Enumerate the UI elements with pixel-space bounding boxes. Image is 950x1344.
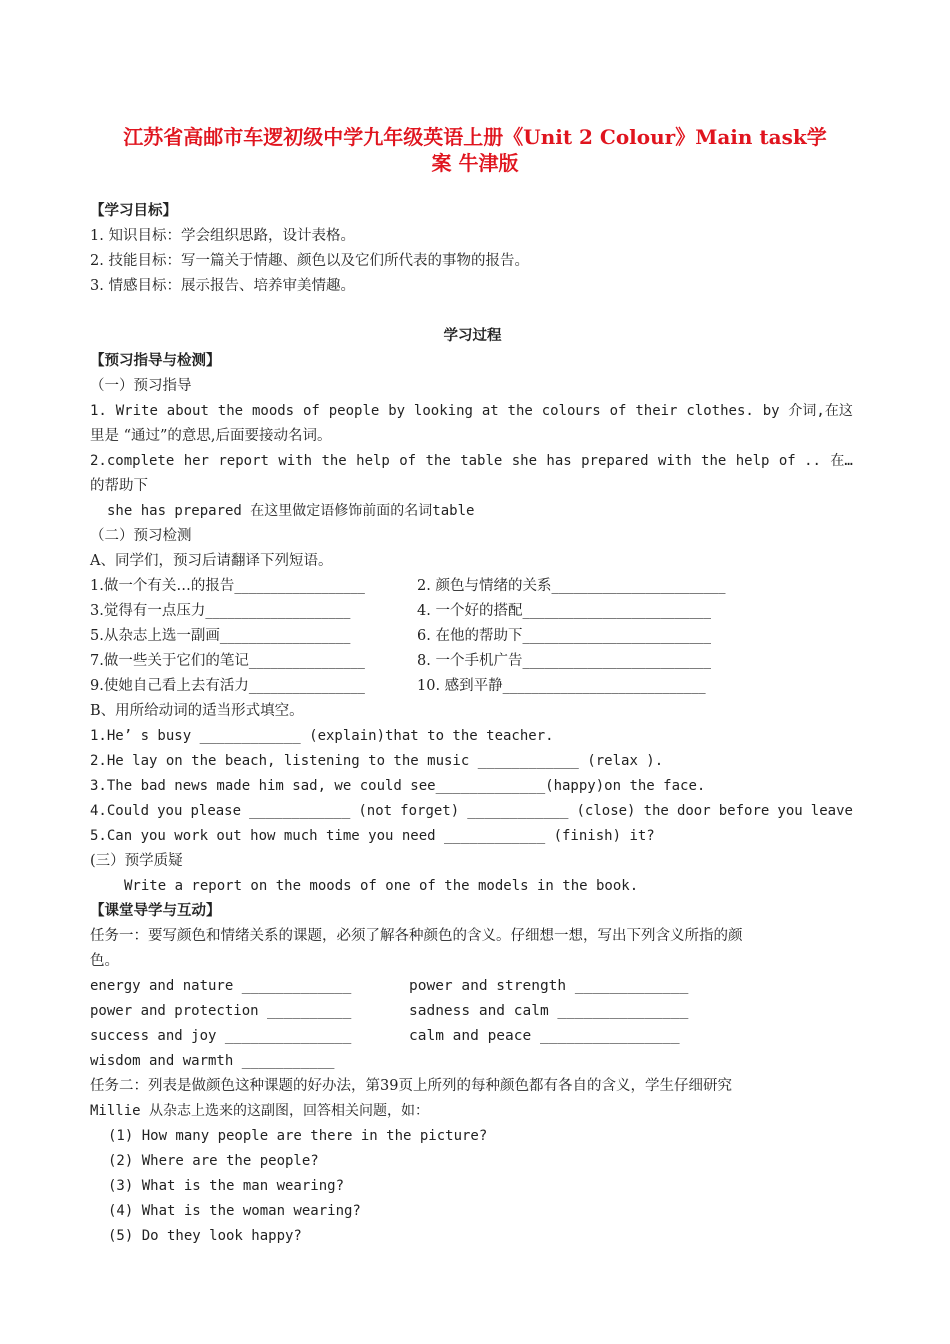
question-text: Write a report on the moods of one of the models in the book. [124,878,639,894]
goal-item: 3. 情感目标：展示报告、培养审美情趣。 [90,278,355,294]
fill-item: 3.The bad news made him sad, we could see_____________(happy)on the face. [90,778,706,794]
part-b-title: B、用所给动词的适当形式填空。 [90,703,304,719]
process-title: 学习过程 [443,327,502,344]
meaning-left: wisdom and warmth ___________ [90,1053,335,1069]
question-item: (4) What is the woman wearing? [108,1203,361,1219]
document-title-line2: 案 牛津版 [431,151,519,175]
preview-heading: 【预习指导与检测】 [90,352,221,369]
task2-line-a: 任务二：列表是做颜色这种课题的好办法，第39页上所列的每种颜色都有各自的含义，学生仔细研究 [90,1078,732,1094]
guide1-line-a: 1. Write about the moods of people by looking at the colours of their clothes. by 介词,在这 [90,403,853,419]
phrase-left: 5.从杂志上选一副画__________________ [90,628,351,644]
task1-line-b: 色。 [90,953,119,969]
meaning-right: calm and peace ________________ [409,1028,680,1044]
goal-item: 1. 知识目标：学会组织思路，设计表格。 [90,228,355,244]
phrase-right: 2. 颜色与情绪的关系________________________ [417,578,726,594]
test-title: （二）预习检测 [90,528,192,544]
guide2-line-b: 的帮助下 [90,478,148,494]
fill-item: 5.Can you work out how much time you need ____________ (finish) it? [90,828,655,844]
question-title: (三）预学质疑 [90,853,183,869]
meaning-right: sadness and calm _______________ [409,1003,689,1019]
fill-item: 1.He’ s busy ____________ (explain)that to the teacher. [90,728,554,744]
classroom-heading: 【课堂导学与互动】 [90,902,221,919]
phrase-left: 1.做一个有关…的报告__________________ [90,578,365,594]
fill-item: 2.He lay on the beach, listening to the music ____________ (relax ). [90,753,664,769]
guide2-line-a: 2.complete her report with the help of the table she has prepared with the help of .. 在… [90,453,853,469]
meaning-left: energy and nature _____________ [90,978,352,994]
meaning-left: power and protection __________ [90,1003,352,1019]
phrase-left: 7.做一些关于它们的笔记________________ [90,653,365,669]
question-item: (3) What is the man wearing? [108,1178,345,1194]
phrase-left: 9.使她自己看上去有活力________________ [90,678,365,694]
task1-line-a: 任务一：要写颜色和情绪关系的课题，必须了解各种颜色的含义。仔细想一想，写出下列含义所指的颜 [90,928,743,944]
phrase-right: 10. 感到平静____________________________ [417,678,706,694]
task2-line-b: Millie 从杂志上选来的这副图，回答相关问题，如： [90,1103,429,1119]
fill-item-4: 4.Could you please ____________ (not forget) ____________ (close) the door before you leave [90,803,853,819]
question-item: (2) Where are the people? [108,1153,319,1169]
document-title-line1: 江苏省高邮市车逻初级中学九年级英语上册《Unit 2 Colour》Main task学 [123,125,827,149]
phrase-right: 4. 一个好的搭配__________________________ [417,603,711,619]
question-item: (5) Do they look happy? [108,1228,302,1244]
meaning-right: power and strength _____________ [409,978,689,994]
question-item: (1) How many people are there in the picture? [108,1128,488,1144]
goal-item: 2. 技能目标：写一篇关于情趣、颜色以及它们所代表的事物的报告。 [90,253,529,269]
part-a-title: A、同学们，预习后请翻译下列短语。 [90,553,333,569]
phrase-right: 8. 一个手机广告__________________________ [417,653,711,669]
guide2-line-c: she has prepared 在这里做定语修饰前面的名词table [107,503,475,519]
guide1-line-b: 里是 “通过”的意思,后面要接动名词。 [90,428,332,444]
phrase-left: 3.觉得有一点压力____________________ [90,603,351,619]
guide-title: （一）预习指导 [90,378,192,394]
goals-heading: 【学习目标】 [90,202,177,219]
meaning-left: success and joy _______________ [90,1028,352,1044]
phrase-right: 6. 在他的帮助下__________________________ [417,628,711,644]
